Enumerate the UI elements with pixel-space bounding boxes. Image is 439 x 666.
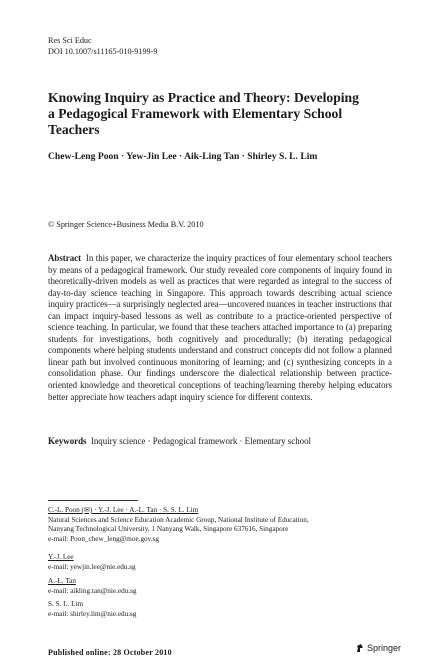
- published-date: Published online: 28 October 2010: [48, 648, 172, 657]
- journal-header: [48, 35, 157, 57]
- affiliation-institution-2: Nanyang Technological University, 1 Nanyang Walk, Singapore 637616, Singapore: [48, 525, 289, 533]
- footnote-divider: [48, 500, 138, 501]
- abstract-text: In this paper, we characterize the inquiry practices of four elementary school teachers by means of a pedagogical framework. Our study revealed core components of inquiry found in theoretically-driven models as well as practices that were regarded as integral to the success of day-to-day science teaching in Singapore. This approach towards describing actual science inquiry practices—a surprisingly neglected area—uncovered nuances in teacher instructions that can impact inquiry-based lessons as well as contribute to a practice-oriented perspective of science teaching. In particular, we found that these teachers attached importance to (a) preparing students for investigations, both cognitively and procedurally; (b) iterating pedagogical components where helping students understand and construct concepts did not follow a planned linear path but involved continuous monitoring of learning; and (c) synthesizing concepts in a consolidation phase. Our findings underscore the dialectical relationship between practice-oriented knowledge and theoretical conceptions of teaching/learning thereby helping educators better appreciate how teachers adapt inquiry science for different contexts.: [48, 253, 392, 402]
- author-list: Chew-Leng Poon · Yew-Jin Lee · Aik-Ling Tan · Shirley S. L. Lim: [48, 151, 318, 162]
- affiliation-institution-1: Natural Sciences and Science Education Academic Group, National Institute of Education,: [48, 515, 309, 524]
- journal-name: Res Sci Educ: [48, 36, 92, 45]
- affiliation-block-3: [48, 577, 408, 596]
- keywords-text: Inquiry science · Pedagogical framework · Elementary school: [90, 436, 311, 446]
- affiliation-block-2: [48, 553, 408, 572]
- copyright-line: © Springer Science+Business Media B.V. 2010: [48, 220, 204, 229]
- affiliation-authors: C.-L. Poon (✉) · Y.-J. Lee · A.-L. Tan · S. S. L. Lim: [48, 506, 199, 514]
- affiliation-block-4: [48, 600, 408, 619]
- affiliation-email-2[interactable]: e-mail: yewjin.lee@nie.edu.sg: [48, 562, 136, 571]
- affiliation-name-2: Y.-J. Lee: [48, 553, 74, 561]
- doi[interactable]: DOI 10.1007/s11165-010-9199-9: [48, 47, 158, 56]
- publisher-name: Springer: [366, 643, 401, 653]
- affiliation-name-4: S. S. L. Lim: [48, 600, 84, 608]
- affiliation-email-4[interactable]: e-mail: shirley.lim@nie.edu.sg: [48, 609, 137, 618]
- affiliation-name-3: A.-L. Tan: [48, 577, 76, 585]
- abstract-label: Abstract: [48, 253, 82, 263]
- affiliation-block-1: [48, 506, 408, 544]
- springer-horse-icon: [355, 643, 365, 653]
- abstract: [48, 253, 392, 403]
- keywords: [48, 436, 392, 446]
- paper-title: Knowing Inquiry as Practice and Theory: Developing a Pedagogical Framework with Elementary School Teachers: [48, 90, 359, 137]
- springer-logo: [355, 643, 401, 653]
- affiliation-email-1[interactable]: e-mail: Poon_chew_leng@moe.gov.sg: [48, 534, 159, 543]
- affiliation-email-3[interactable]: e-mail: aikling.tan@nie.edu.sg: [48, 586, 137, 595]
- keywords-label: Keywords: [48, 436, 87, 446]
